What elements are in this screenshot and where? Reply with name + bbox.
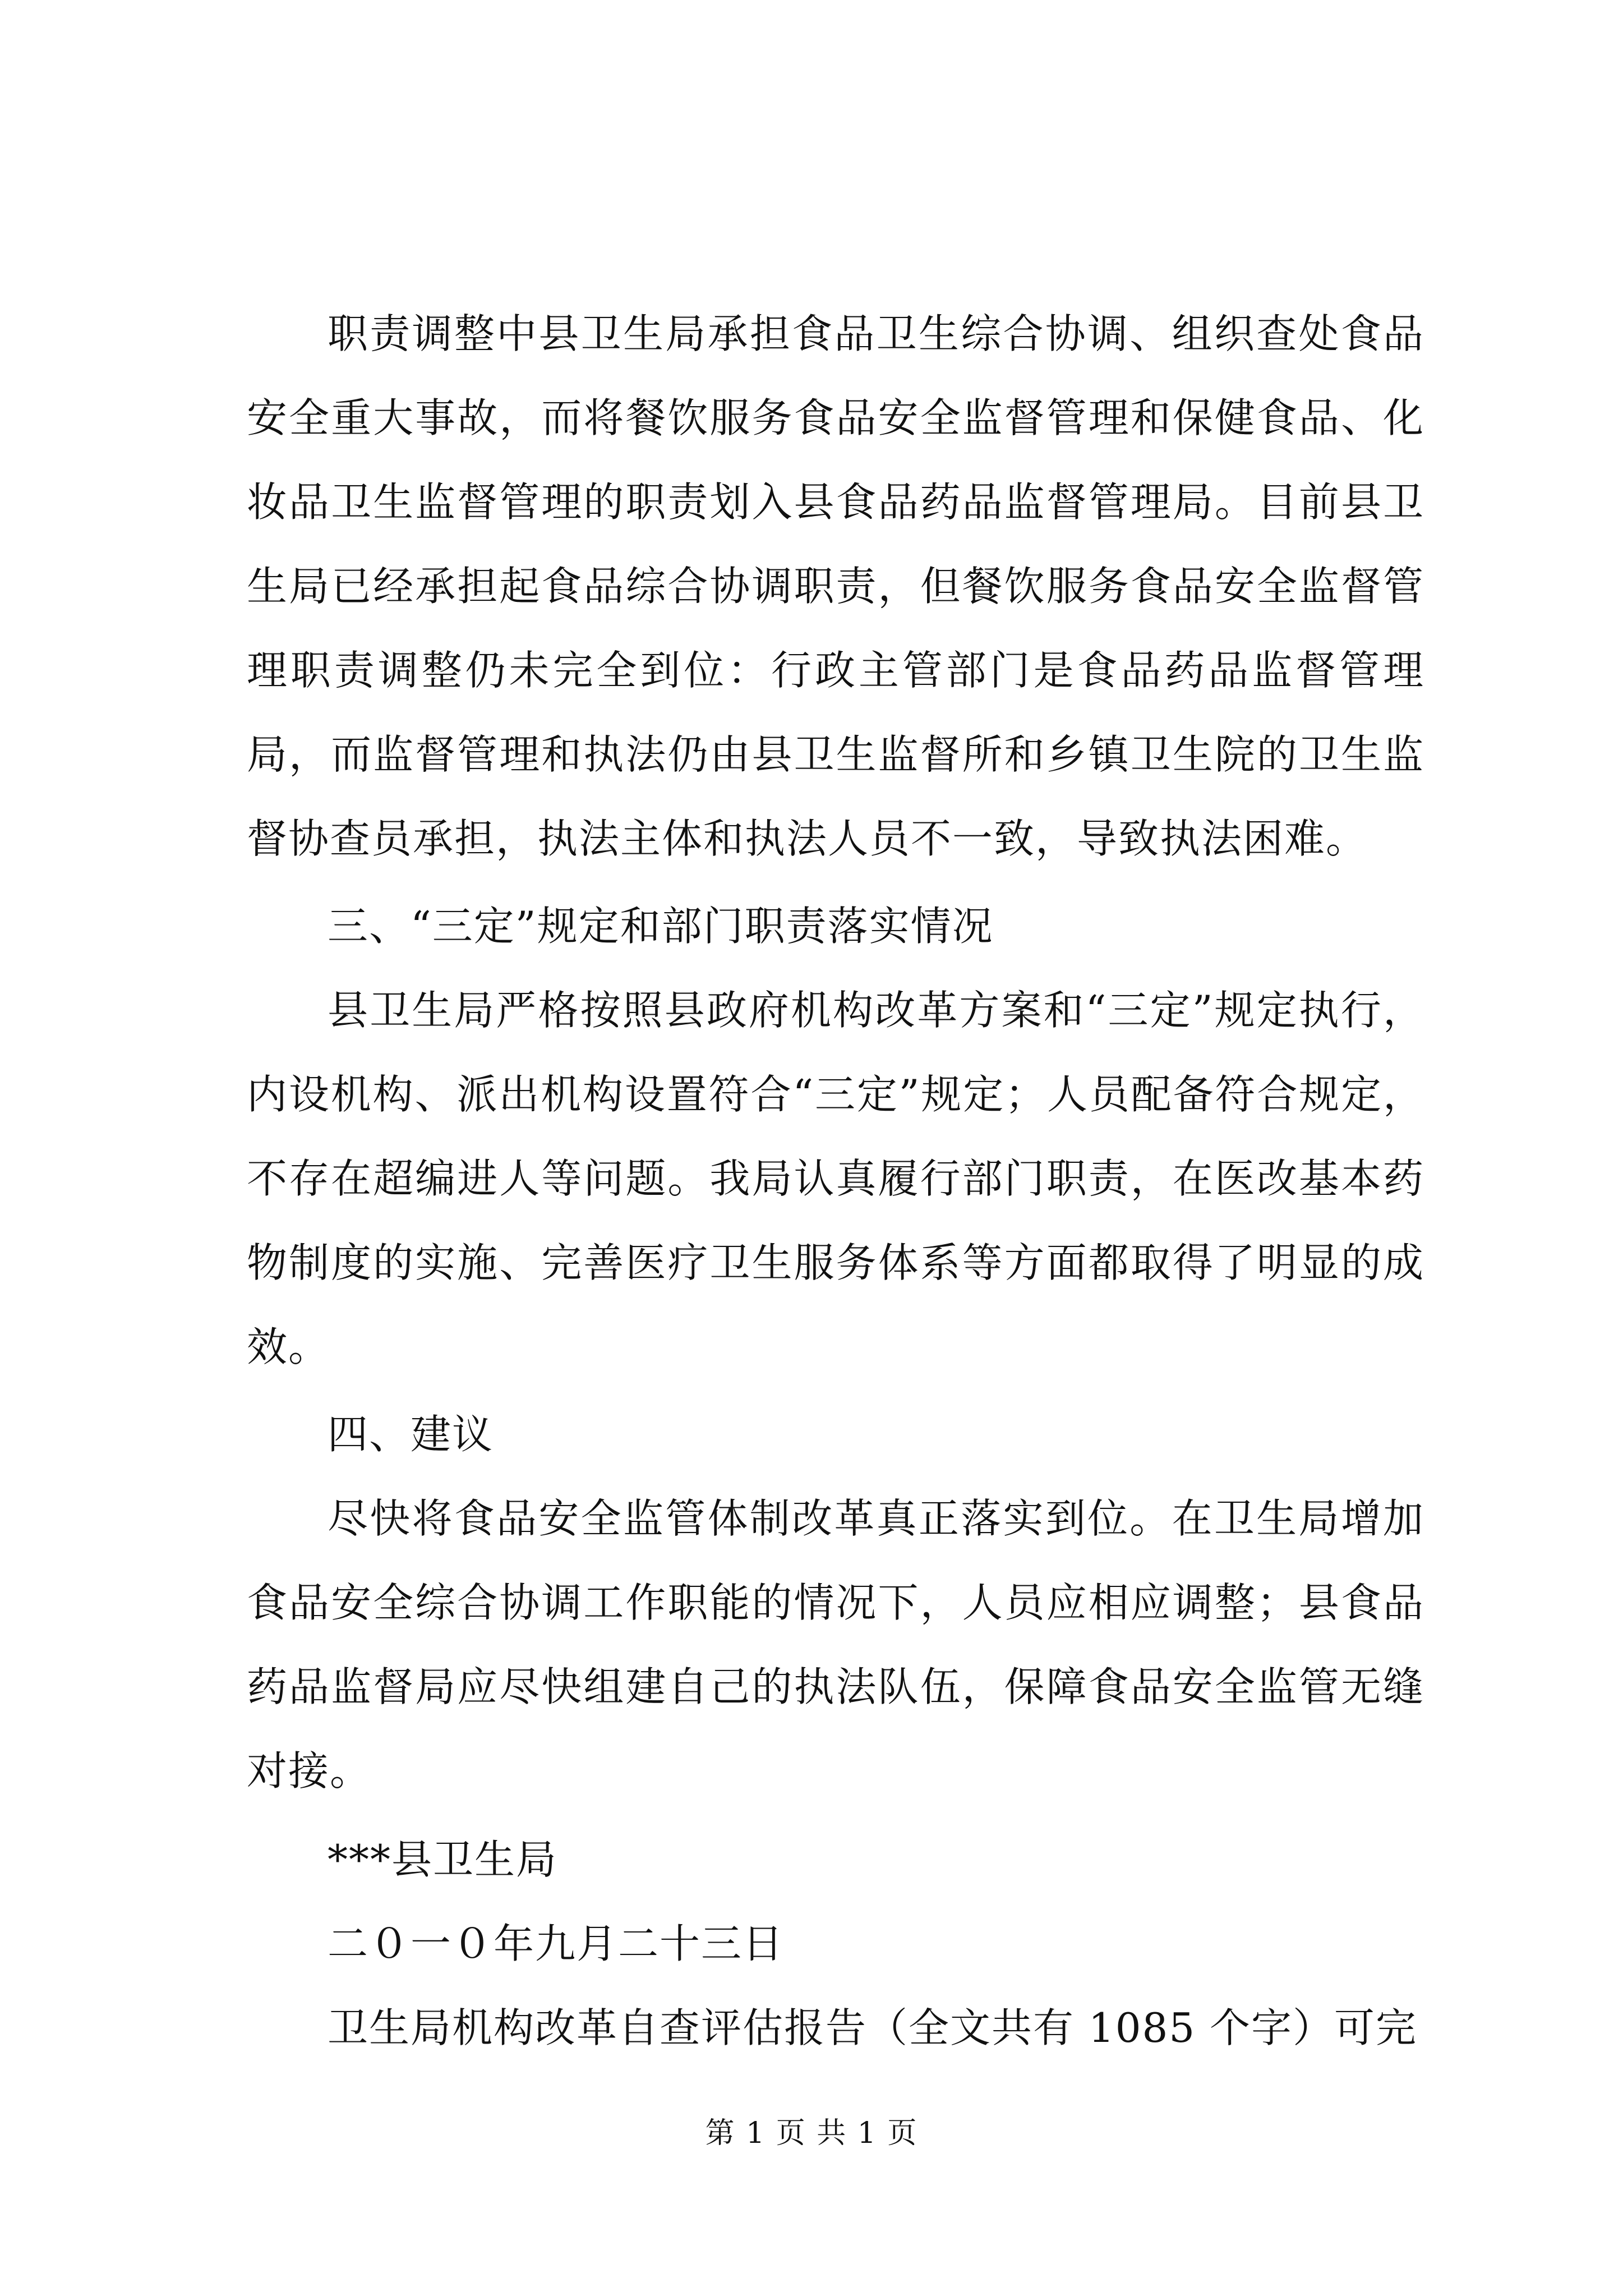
section-heading-three: 三、“三定”规定和部门职责落实情况 (328, 903, 994, 950)
paragraph-suggestion: 尽快将食品安全监管体制改革真正落实到位。在卫生局增加食品安全综合协调工作职能的情况下，人员应相应调整；县食品药品监督局应尽快组建自己的执法队伍，保障食品安全监管无缝对接。 (247, 1495, 1424, 1795)
signature-date: 二０一０年九月二十三日 (328, 1920, 785, 1967)
signature-organization: ***县卫生局 (328, 1836, 558, 1883)
document-tail-note: 卫生局机构改革自查评估报告（全文共有 1085 个字）可完 (328, 2004, 1418, 2051)
page-number-footer: 第 1 页 共 1 页 (705, 2116, 918, 2150)
document-body (247, 292, 1424, 2070)
paragraph-three-fixed-implementation: 县卫生局严格按照县政府机构改革方案和“三定”规定执行，内设机构、派出机构设置符合“三定”规定；人员配备符合规定，不存在超编进人等问题。我局认真履行部门职责，在医改基本药物制度的实施、完善医疗卫生服务体系等方面都取得了明显的成效。 (247, 987, 1424, 1370)
section-heading-four: 四、建议 (328, 1411, 494, 1458)
paragraph-responsibility-adjustment: 职责调整中县卫生局承担食品卫生综合协调、组织查处食品安全重大事故，而将餐饮服务食品安全监督管理和保健食品、化妆品卫生监督管理的职责划入县食品药品监督管理局。目前县卫生局已经承担起食品综合协调职责，但餐饮服务食品安全监督管理职责调整仍未完全到位：行政主管部门是食品药品监督管理局，而监督管理和执法仍由县卫生监督所和乡镇卫生院的卫生监督协查员承担，执法主体和执法人员不一致，导致执法困难。 (247, 310, 1424, 862)
